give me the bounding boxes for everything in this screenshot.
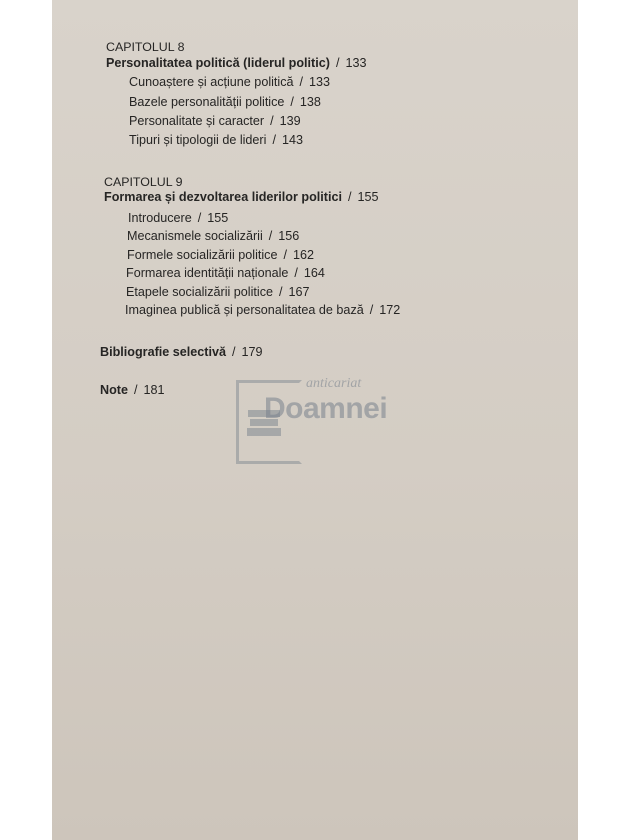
chapter-title: Personalitatea politică (liderul politic) [106,56,330,70]
toc-entry[interactable] [129,95,321,109]
separator: / [268,229,273,243]
separator: / [369,303,374,317]
chapter-title-row[interactable] [106,56,366,70]
separator: / [283,248,287,262]
page-number: 172 [379,303,401,317]
page-number: 179 [241,345,263,359]
chapter-title-row[interactable] [104,190,378,204]
page-number: 162 [292,248,314,262]
page-number: 155 [357,190,379,204]
page-number: 181 [143,383,165,397]
watermark-big-text: Doamnei [264,392,388,425]
separator: / [290,95,294,109]
separator: / [197,211,202,225]
section-title: Tipuri și tipologii de lideri [129,133,267,147]
watermark-small-text: anticariat [306,376,362,391]
page-number: 156 [278,229,300,243]
back-matter-title: Note [100,383,128,397]
separator: / [299,75,304,89]
separator: / [272,133,276,147]
separator: / [335,56,340,70]
toc-entry[interactable] [129,114,301,128]
page-number: 167 [288,285,310,299]
separator: / [279,285,283,299]
section-title: Formele socializării politice [127,248,278,262]
page-number: 138 [299,95,321,109]
toc-entry[interactable] [125,303,400,317]
chapter-label: CAPITOLUL 8 [106,40,185,54]
toc-entry[interactable] [129,133,303,147]
toc-entry-notes[interactable] [100,383,165,397]
section-title: Introducere [128,211,192,225]
toc-entry[interactable] [127,229,299,243]
page-number: 133 [345,56,367,70]
bleed-through-line [90,478,570,488]
separator: / [347,190,352,204]
toc-entry-bibliography[interactable] [100,345,263,359]
toc-entry[interactable] [128,211,228,225]
section-title: Mecanismele socializării [127,229,263,243]
background-margin [578,0,630,840]
separator: / [134,383,138,397]
toc-entry[interactable] [127,248,314,262]
toc-entry[interactable] [129,75,330,89]
section-title: Imaginea publică și personalitatea de bază [125,303,364,317]
section-title: Cunoaștere și acțiune politică [129,75,294,89]
chapter-label: CAPITOLUL 9 [104,175,183,189]
separator: / [294,266,298,280]
separator: / [232,345,236,359]
section-title: Bazele personalității politice [129,95,285,109]
section-title: Personalitate și caracter [129,114,265,128]
page-number: 133 [309,75,331,89]
chapter-title: Formarea și dezvoltarea liderilor politici [104,190,342,204]
page-number: 139 [279,114,301,128]
page-number: 155 [207,211,229,225]
toc-entry[interactable] [126,285,310,299]
toc-entry[interactable] [126,266,325,280]
page-number: 164 [303,266,325,280]
section-title: Formarea identității naționale [126,266,289,280]
section-title: Etapele socializării politice [126,285,273,299]
separator: / [270,114,274,128]
page-number: 143 [281,133,303,147]
back-matter-title: Bibliografie selectivă [100,345,226,359]
watermark-logo [234,376,400,462]
